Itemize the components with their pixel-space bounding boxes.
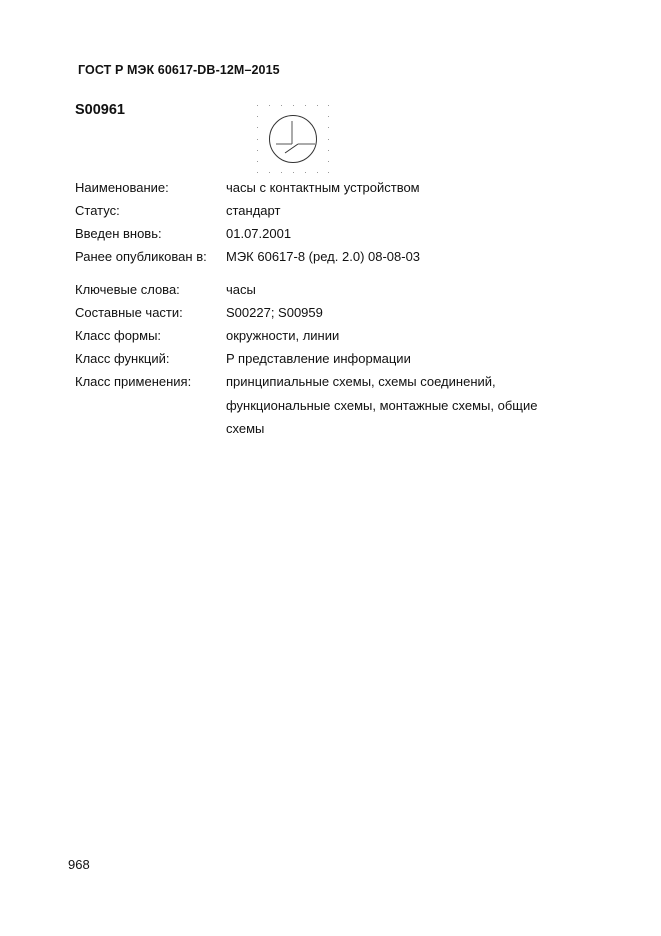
field-label: Статус: [75, 203, 120, 218]
field-label: Введен вновь: [75, 226, 162, 241]
symbol-code: S00961 [75, 102, 125, 118]
field-value: стандарт [226, 203, 281, 218]
field-value-continuation: схемы [226, 421, 265, 436]
field-label: Класс функций: [75, 351, 170, 366]
page-number: 968 [68, 857, 90, 872]
field-value: P представление информации [226, 351, 411, 366]
field-value: 01.07.2001 [226, 226, 292, 241]
field-label: Класс применения: [75, 374, 192, 389]
document-header: ГОСТ Р МЭК 60617-DB-12M–2015 [78, 63, 280, 77]
field-label: Ранее опубликован в: [75, 249, 207, 264]
field-value: принципиальные схемы, схемы соединений, [226, 374, 496, 389]
clock-with-contact-device-symbol-icon [253, 100, 335, 180]
field-label: Ключевые слова: [75, 282, 180, 297]
field-value: МЭК 60617-8 (ред. 2.0) 08-08-03 [226, 249, 421, 264]
field-value: окружности, линии [226, 328, 340, 343]
field-value: часы [226, 282, 256, 297]
field-label: Класс формы: [75, 328, 162, 343]
field-label: Наименование: [75, 180, 169, 195]
field-label: Составные части: [75, 305, 183, 320]
field-value: S00227; S00959 [226, 305, 323, 320]
field-value-continuation: функциональные схемы, монтажные схемы, общие [226, 398, 538, 413]
field-value: часы с контактным устройством [226, 180, 420, 195]
